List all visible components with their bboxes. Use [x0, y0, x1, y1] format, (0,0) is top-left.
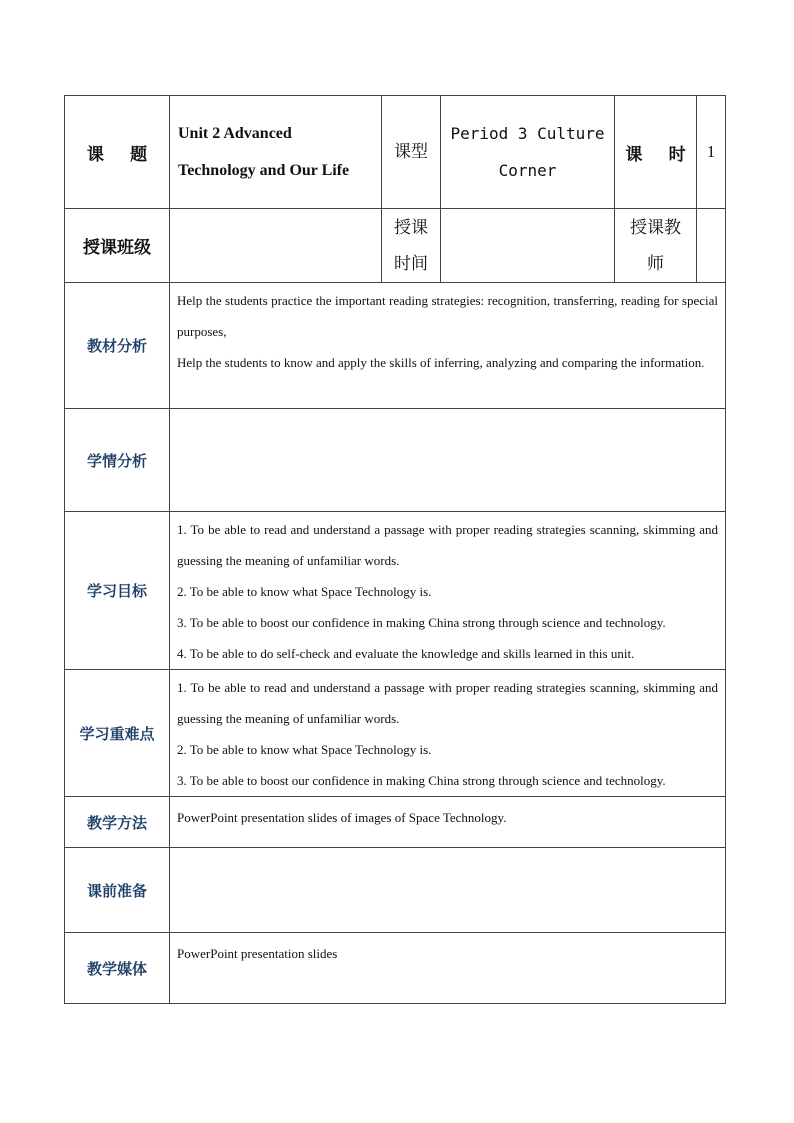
type-label: 课型 [382, 96, 441, 209]
section-row [65, 933, 726, 1004]
section-label: 教学媒体 [65, 933, 170, 1004]
section-content [170, 797, 726, 848]
hours-value: 1 [697, 96, 726, 209]
section-row [65, 409, 726, 512]
header-row [65, 96, 726, 209]
section-label: 学习目标 [65, 512, 170, 670]
section-content [170, 848, 726, 933]
section-row [65, 283, 726, 409]
lesson-plan-table [64, 95, 726, 1004]
section-line: Help the students practice the important reading strategies: recognition, transferring, reading for special purposes, [177, 293, 718, 339]
section-label: 学情分析 [65, 409, 170, 512]
section-line: PowerPoint presentation slides [177, 946, 338, 961]
section-line: PowerPoint presentation slides of images of Space Technology. [177, 810, 507, 825]
section-content [170, 283, 726, 409]
class-value [170, 209, 382, 283]
section-line: 1. To be able to read and understand a passage with proper reading strategies scanning, skimming and guessing the meaning of unfamiliar words. [177, 680, 718, 726]
section-label: 课前准备 [65, 848, 170, 933]
section-row [65, 512, 726, 670]
section-line: Help the students to know and apply the skills of inferring, analyzing and comparing the information. [177, 355, 705, 370]
section-row [65, 848, 726, 933]
section-line: 3. To be able to boost our confidence in making China strong through science and technology. [177, 615, 666, 630]
type-value: Period 3 Culture Corner [441, 96, 615, 209]
teacher-value [697, 209, 726, 283]
section-label: 教材分析 [65, 283, 170, 409]
section-line: 4. To be able to do self-check and evaluate the knowledge and skills learned in this unit. [177, 646, 635, 661]
teacher-label: 授课教师 [615, 209, 697, 283]
time-label: 授课时间 [382, 209, 441, 283]
section-content [170, 409, 726, 512]
class-label: 授课班级 [65, 209, 170, 283]
section-content [170, 933, 726, 1004]
time-value [441, 209, 615, 283]
section-line: 2. To be able to know what Space Technology is. [177, 584, 432, 599]
section-row [65, 670, 726, 797]
section-content [170, 512, 726, 670]
section-content [170, 670, 726, 797]
section-line: 2. To be able to know what Space Technology is. [177, 742, 432, 757]
hours-label: 课 时 [615, 96, 697, 209]
topic-value: Unit 2 Advanced Technology and Our Life [170, 96, 382, 209]
topic-label: 课 题 [65, 96, 170, 209]
section-line: 1. To be able to read and understand a passage with proper reading strategies scanning, skimming and guessing the meaning of unfamiliar words. [177, 522, 718, 568]
section-label: 学习重难点 [65, 670, 170, 797]
section-row [65, 797, 726, 848]
section-line: 3. To be able to boost our confidence in making China strong through science and technology. [177, 773, 666, 788]
section-label: 教学方法 [65, 797, 170, 848]
class-row [65, 209, 726, 283]
